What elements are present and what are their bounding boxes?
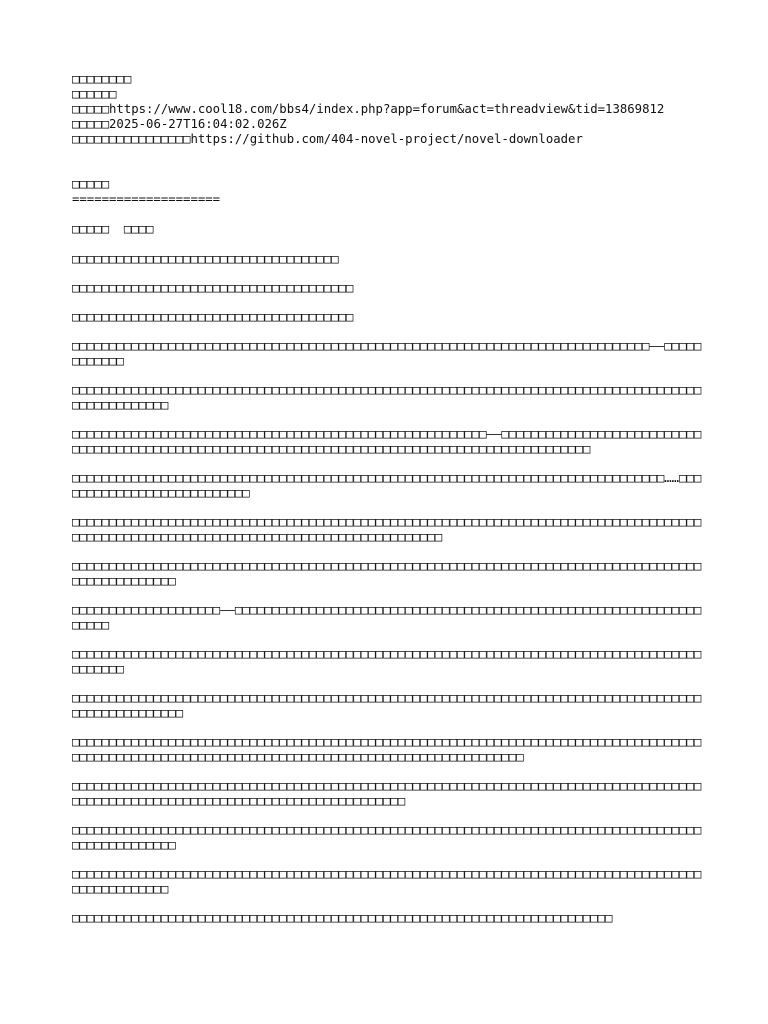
timestamp: 2025-06-27T16:04:02.026Z [109,117,287,131]
source-line [72,102,712,117]
body-text [72,252,712,926]
paragraph: □□□□□□□□□□□□□□□□□□□□□□□□□□□□□□□□□□□□□□□□□□□□□□□□□□□□□□□□□□□□□□□□□□□□□□□□□□□□□□□□□□□□□□□□□□□□□□□□□□ [72,383,702,412]
paragraph: □□□□□□□□□□□□□□□□□□□□□□□□□□□□□□□□□□□□□□□□□□□□□□□□□□□□□□□□□□□□□□□□□□□□□□□□□□□□□□□□□□□□□□□□□□□□□□□□□□□□□□□□□□□□□□□□□□□□□□□□□□□□□□□□□□ [72,779,702,808]
section-subtitle: □□□□□ □□□□ [72,222,154,236]
paragraph: □□□□□□□□□□□□□□□□□□□□□□□□□□□□□□□□□□□□□□□□□□□□□□□□□□□□□□□□□□□□□□□□□□□□□□□□□□□□□□□□□□□□□□□□□□□□□□□□□□□ [72,559,702,588]
paragraph: □□□□□□□□□□□□□□□□□□□□□□□□□□□□□□□□□□□□□□□□□□□□□□□□□□□□□□□□□□□□□□□□□□□□□□□□□□□□□□□□□□□□□□□□□□□□□□□□□□□ [72,823,702,852]
paragraph: □□□□□□□□□□□□□□□□□□□□□□□□□□□□□□□□□□□□□□□□□□□□□□□□□□□□□□□□□□□□□□□□□□□□□□□□□□□□□□□□……□□□□□□□□□□□□□□□□□□□□□□□□□□□ [72,471,702,500]
paragraph: □□□□□□□□□□□□□□□□□□□□□□□□□□□□□□□□□□□□□□□□□□□□□□□□□□□□□□□□□□□□□□□□□□□□□□□□□ [72,911,613,925]
paragraph: □□□□□□□□□□□□□□□□□□□□□□□□□□□□□□□□□□□□□□ [72,281,354,295]
paragraph: □□□□□□□□□□□□□□□□□□□□□□□□□□□□□□□□□□□□ [72,252,339,266]
paragraph: □□□□□□□□□□□□□□□□□□□□——□□□□□□□□□□□□□□□□□□□□□□□□□□□□□□□□□□□□□□□□□□□□□□□□□□□□□□□□□□□□□□□□□□□□ [72,603,702,632]
paragraph: □□□□□□□□□□□□□□□□□□□□□□□□□□□□□□□□□□□□□□□□□□□□□□□□□□□□□□□□□□□□□□□□□□□□□□□□□□□□□□□□□□□□□□□□□□□□ [72,647,702,676]
source-label: □□□□□ [72,102,110,116]
section-title: □□□□□ [72,177,110,191]
paragraph: □□□□□□□□□□□□□□□□□□□□□□□□□□□□□□□□□□□□□□□□□□□□□□□□□□□□□□□□□□□□□□□□□□□□□□□□□□□□□□——□□□□□□□□□□□□ [72,339,702,368]
header-line-2: □□□□□□ [72,87,117,101]
tool-url: https://github.com/404-novel-project/novel-downloader [190,132,583,146]
paragraph: □□□□□□□□□□□□□□□□□□□□□□□□□□□□□□□□□□□□□□□□□□□□□□□□□□□□□□□□□□□□□□□□□□□□□□□□□□□□□□□□□□□□□□□□□□□□□□□□□□□□□□□□□□□□□□□□□□□□□□□□□□□□□□□□□□□□□□□□□□□□□□□□□□ [72,735,702,764]
header-line-1: □□□□□□□□ [72,72,132,86]
tool-line [72,132,712,147]
section-rule: ==================== [72,192,221,206]
paragraph: □□□□□□□□□□□□□□□□□□□□□□□□□□□□□□□□□□□□□□ [72,310,354,324]
tool-label: □□□□□□□□□□□□□□□□ [72,132,191,146]
document-page [72,72,712,926]
source-url: https://www.cool18.com/bbs4/index.php?app=forum&act=threadview&tid=13869812 [109,102,665,116]
paragraph: □□□□□□□□□□□□□□□□□□□□□□□□□□□□□□□□□□□□□□□□□□□□□□□□□□□□□□□□——□□□□□□□□□□□□□□□□□□□□□□□□□□□□□□□□□□□□□□□□□□□□□□□□□□□□□□□□□□□□□□□□□□□□□□□□□□□□□□□□□□□□□□□□□□□□□□□□□ [72,427,702,456]
paragraph: □□□□□□□□□□□□□□□□□□□□□□□□□□□□□□□□□□□□□□□□□□□□□□□□□□□□□□□□□□□□□□□□□□□□□□□□□□□□□□□□□□□□□□□□□□□□□□□□□□□□ [72,691,702,720]
paragraph: □□□□□□□□□□□□□□□□□□□□□□□□□□□□□□□□□□□□□□□□□□□□□□□□□□□□□□□□□□□□□□□□□□□□□□□□□□□□□□□□□□□□□□□□□□□□□□□□□□□□□□□□□□□□□□□□□□□□□□□□□□□□□□□□□□□□□□□ [72,515,702,544]
paragraph: □□□□□□□□□□□□□□□□□□□□□□□□□□□□□□□□□□□□□□□□□□□□□□□□□□□□□□□□□□□□□□□□□□□□□□□□□□□□□□□□□□□□□□□□□□□□□□□□□□ [72,867,702,896]
time-line [72,117,712,132]
time-label: □□□□□ [72,117,110,131]
